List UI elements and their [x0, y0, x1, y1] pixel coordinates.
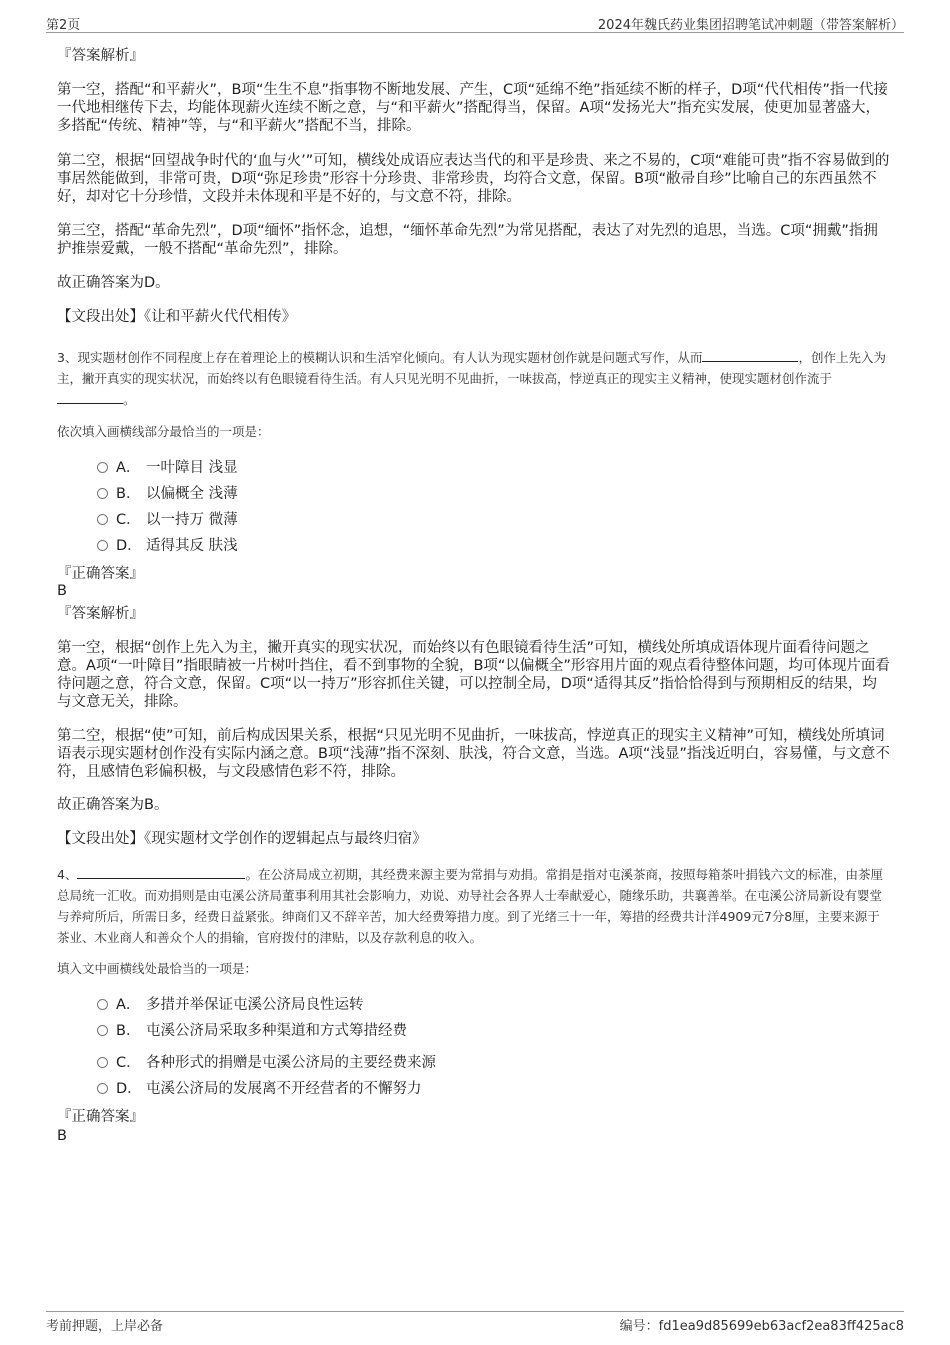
option-key: C．: [116, 512, 141, 528]
q3-conclusion: 故正确答案为B。: [57, 797, 169, 813]
q3-analysis-p2: 第二空，根据“使”可知，前后构成因果关系，根据“只见光明不见曲折，一味拔高，悖逆真正的现实主义精神”可知，横线处所填词语表示现实题材创作没有实际内涵之意。B项“浅薄”指不深刻、肤浅，符合文意，当选。A项“浅显”指浅近明白，容易懂，与文意不符，且感情色彩偏积极，与文段感情色彩不符，排除。: [57, 728, 890, 780]
footer-slogan: 考前押题，上岸必备: [46, 1319, 164, 1334]
option-text: 各种形式的捐赠是屯溪公济局的主要经费来源: [146, 1055, 436, 1071]
q3-option-d[interactable]: [97, 537, 238, 555]
option-text: 以一持万 微薄: [146, 512, 238, 528]
radio-button-icon[interactable]: [97, 1025, 108, 1036]
q4-answer: B: [57, 1128, 67, 1144]
option-key: D．: [116, 538, 142, 554]
q3-stem-c: 。: [123, 392, 136, 407]
q4-number: 4、: [57, 867, 78, 882]
option-text: 屯溪公济局的发展离不开经营者的不懈努力: [146, 1081, 422, 1097]
q2-analysis-p1: 第一空，搭配“和平薪火”，B项“生生不息”指事物不断地发展、产生，C项“延绵不绝”指延续不断的样子，D项“代代相传”指一代接一代地相继传下去，均能体现薪火连续不断之意，与“和平薪火”搭配得当，保留。A项“发扬光大”指充实发展，使更加显著盛大，多搭配“传统、精神”等，与“和平薪火”搭配不当，排除。: [57, 82, 888, 134]
q4-option-b[interactable]: [97, 1022, 407, 1040]
radio-button-icon[interactable]: [97, 999, 108, 1010]
q3-analysis-p1: 第一空，根据“创作上先入为主，撇开真实的现实状况，而始终以有色眼镜看待生活”可知，横线处所填成语体现片面看待问题之意。A项“一叶障目”指眼睛被一片树叶挡住，看不到事物的全貌，B项“以偏概全”形容用片面的观点看待整体问题，均可体现片面看待问题之意，符合文意，保留。C项“以一持万”形容抓住关键，可以控制全局，D项“适得其反”指恰恰得到与预期相反的结果，均与文意无关，排除。: [57, 640, 890, 710]
q4-stem-text: 。在公济局成立初期，其经费来源主要为常捐与劝捐。常捐是指对屯溪茶商，按照每箱茶叶捐钱六文的标准，由茶厘总局统一汇收。而劝捐则是由屯溪公济局董事利用其社会影响力，劝说、劝导社会各界人士奉献爱心，随缘乐助，共襄善举。在屯溪公济局新设有婴堂与养疴所后，所需日多，经费日益紧张。绅商们又不辞辛苦，加大经费筹措力度。到了光绪三十一年，筹措的经费共计洋4909元7分8厘，主要来源于茶业、木业商人和善众个人的捐输，官府拨付的津贴，以及存款利息的收入。: [57, 867, 883, 945]
q2-analysis-p2: 第二空，根据“回望战争时代的‘血与火’”可知，横线处成语应表达当代的和平是珍贵、来之不易的，C项“难能可贵”指不容易做到的事居然能做到，非常可贵，D项“弥足珍贵”形容十分珍贵、非常珍贵，均符合文意，保留。B项“敝帚自珍”比喻自己的东西虽然不好，却对它十分珍惜，文段并未体现和平是不好的，与文意不符，排除。: [57, 153, 890, 205]
q3-stem-a: 3、现实题材创作不同程度上存在着理论上的模糊认识和生活窄化倾向。有人认为现实题材创作就是问题式写作，从而: [57, 350, 703, 365]
option-text: 适得其反 肤浅: [146, 538, 238, 554]
page-number: 第2页: [46, 18, 81, 33]
q4-option-d[interactable]: [97, 1080, 422, 1098]
radio-button-icon[interactable]: [97, 462, 108, 473]
q4-option-a[interactable]: [97, 996, 364, 1014]
page-header: [46, 12, 904, 33]
radio-button-icon[interactable]: [97, 488, 108, 499]
q2-conclusion: 故正确答案为D。: [57, 275, 170, 291]
q4-answer-label: 『正确答案』: [57, 1109, 144, 1125]
q3-blank-1: [702, 349, 798, 362]
radio-button-icon[interactable]: [97, 1083, 108, 1094]
option-text: 一叶障目 浅显: [146, 460, 238, 476]
document-id: 编号：fd1ea9d85699eb63acf2ea83ff425ac8: [619, 1319, 904, 1334]
radio-button-icon[interactable]: [97, 540, 108, 551]
radio-button-icon[interactable]: [97, 514, 108, 525]
option-key: A．: [116, 460, 141, 476]
q3-option-a[interactable]: [97, 459, 238, 477]
q3-instruction: 依次填入画横线部分最恰当的一项是：: [57, 424, 270, 439]
q3-option-b[interactable]: [97, 485, 238, 503]
option-key: B．: [116, 486, 141, 502]
q3-analysis-label: 『答案解析』: [57, 606, 144, 622]
option-key: B．: [116, 1023, 141, 1039]
q4-option-c[interactable]: [97, 1054, 436, 1072]
q3-source: 【文段出处】《现实题材文学创作的逻辑起点与最终归宿》: [57, 831, 427, 847]
q3-option-c[interactable]: [97, 511, 238, 529]
q3-stem: [57, 347, 890, 410]
option-text: 多措并举保证屯溪公济局良性运转: [146, 997, 364, 1013]
option-key: A．: [116, 997, 141, 1013]
option-key: D．: [116, 1081, 142, 1097]
option-text: 以偏概全 浅薄: [146, 486, 238, 502]
q4-blank: [77, 866, 245, 879]
q3-answer: B: [57, 583, 67, 599]
q4-stem: [57, 864, 890, 948]
document-title: 2024年魏氏药业集团招聘笔试冲刺题（带答案解析）: [597, 18, 904, 33]
option-key: C．: [116, 1055, 141, 1071]
q3-answer-label: 『正确答案』: [57, 566, 144, 582]
q3-stem-b: ，创作上先入为主，撇开真实的现实状况，而始终以有色眼镜看待生活。有人只见光明不见曲折，一味拔高，悖逆真正的现实主义精神，使现实题材创作流于: [57, 350, 886, 386]
q3-blank-2: [57, 391, 123, 404]
q2-source: 【文段出处】《让和平薪火代代相传》: [57, 309, 297, 325]
q2-analysis-label: 『答案解析』: [57, 48, 144, 64]
option-text: 屯溪公济局采取多种渠道和方式筹措经费: [146, 1023, 407, 1039]
radio-button-icon[interactable]: [97, 1057, 108, 1068]
q4-instruction: 填入文中画横线处最恰当的一项是：: [57, 961, 258, 976]
page-footer: [46, 1311, 904, 1332]
q2-analysis-p3: 第三空，搭配“革命先烈”，D项“缅怀”指怀念，追想，“缅怀革命先烈”为常见搭配，表达了对先烈的追思，当选。C项“拥戴”指拥护推崇爱戴，一般不搭配“革命先烈”，排除。: [57, 223, 878, 257]
